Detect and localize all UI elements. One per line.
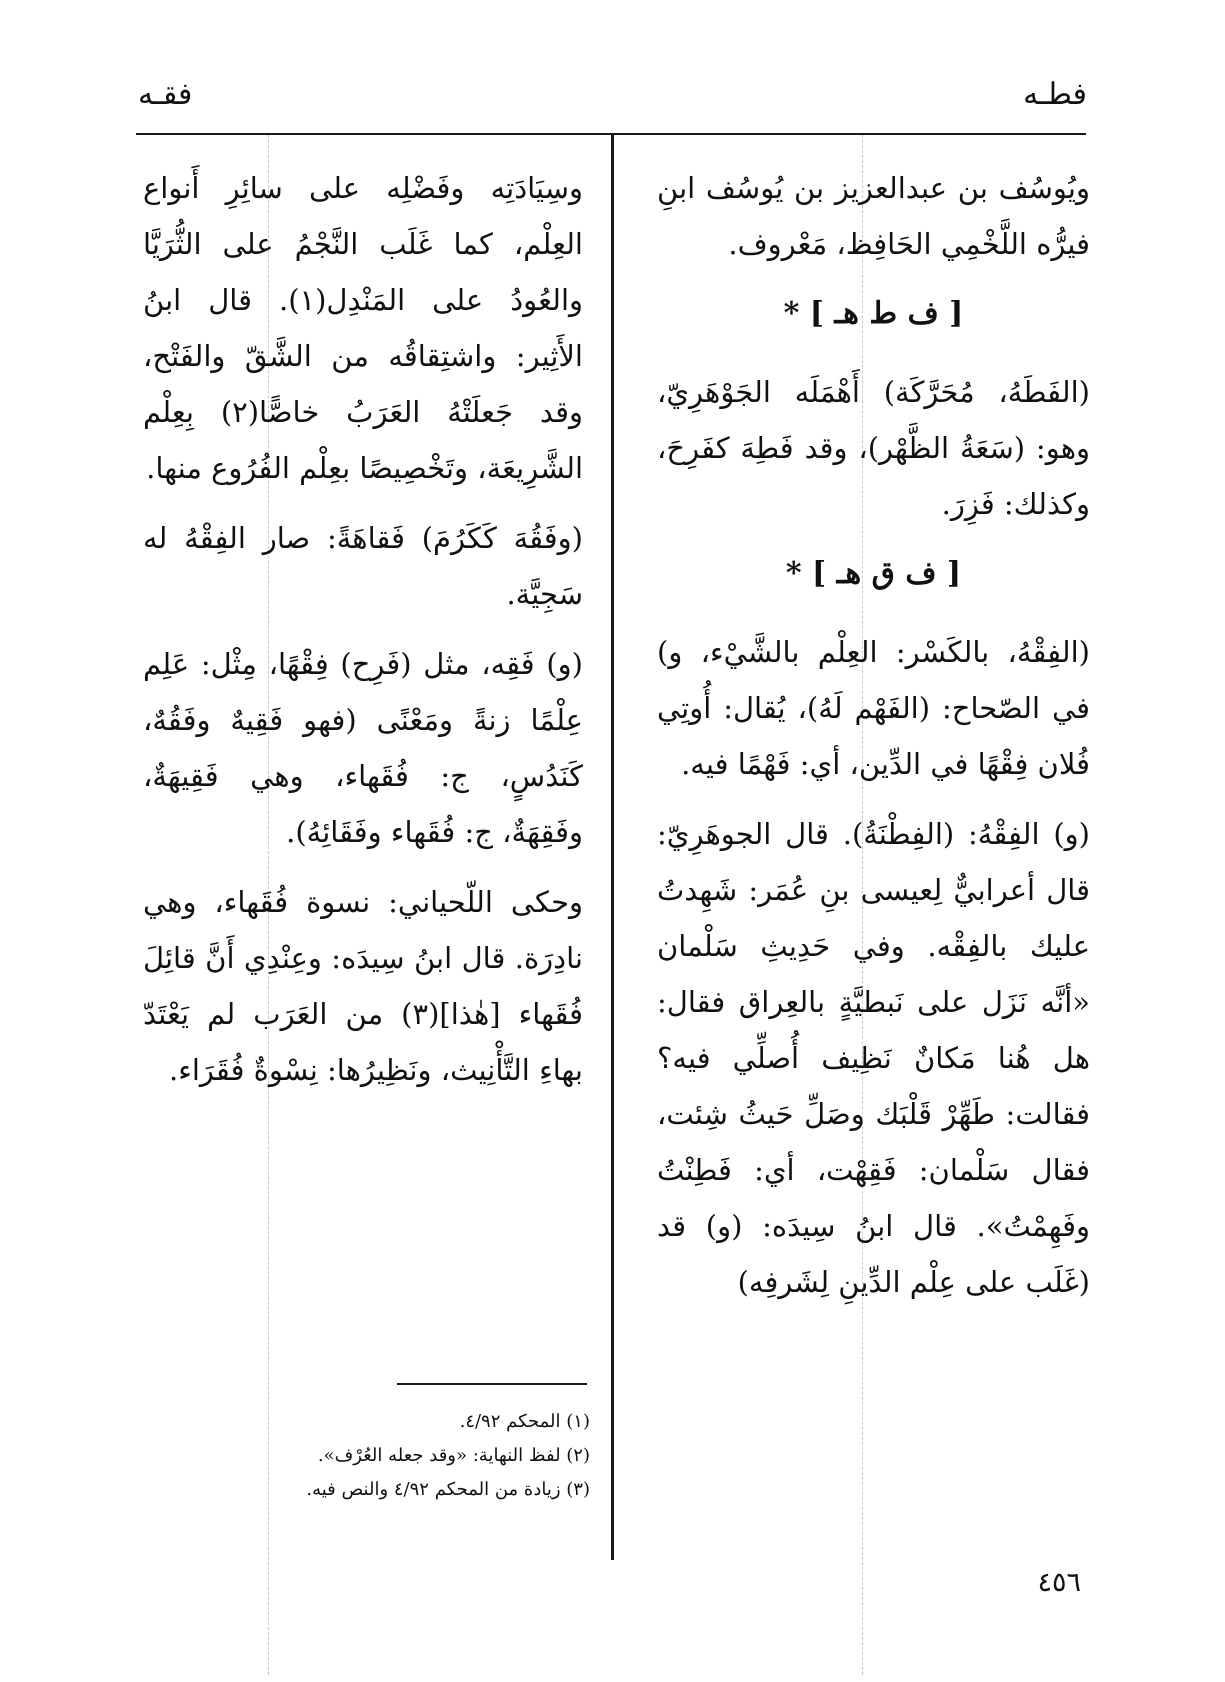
header-right-word: فطـه bbox=[1023, 77, 1087, 112]
footnote: (١) المحكم ٤/٩٢. bbox=[459, 1411, 590, 1432]
intro-paragraph: ويُوسُف بن عبدالعزيز بن يُوسُف ابنِ فيرُّه اللَّخْمِي الحَافِظ، مَعْروف. bbox=[657, 171, 1090, 261]
entry-paragraph: (وفَقُهَ كَكَرُمَ) فَقاهَةً: صار الفِقْهُ له سَجِيَّة. bbox=[143, 521, 583, 611]
entry-paragraph: وحكى اللّحياني: نسوة فُقَهاء، وهي نادِرَة. قال ابنُ سِيدَه: وعِنْدِي أَنَّ قائِلَ فُقَهاء [هٰذا](٣) من العَرَب لم يَعْتَدّ بهاءِ التَّأْنِيث، ونَظِيرُها: نِسْوةٌ فُقَرَاء. bbox=[143, 885, 583, 1087]
entry-paragraph: (و) فَقِه، مثل (فَرِح) فِقْهًا، مِثْل: عَلِم عِلْمًا زنةً ومَعْنًى (فهو فَقِيهٌ وفَقُهٌ، كَنَدُسٍ، ج: فُقَهاء، وهي فَقِيهَةٌ، وفَقِهَةٌ، ج: فُقَهاء وفَقَائِهُ). bbox=[143, 647, 583, 849]
entry-heading-fqh: [ ف ق هـ ] * bbox=[785, 556, 962, 591]
right-column bbox=[657, 160, 1090, 1324]
entry-paragraph: (و) الفِقْهُ: (الفِطْنَةُ). قال الجوهَرِيّ: قال أعرابيٌّ لِعيسى بنِ عُمَر: شَهِدتُ عليك بالفِقْه. وفي حَدِيثِ سَلْمان «أنَّه نَزَل على نَبطيَّةٍ بالعِراق فقال: هل هُنا مَكانٌ نَظِيف أُصلِّي فيه؟ فقالت: طَهِّرْ قَلْبَك وصَلِّ حَيثُ شِئت، فقال سَلْمان: فَقِهْت، أي: فَطِنْتُ وفَهِمْتُ». قال ابنُ سِيدَه: (و) قد (غَلَب على عِلْم الدِّينِ لِشَرفِه) bbox=[657, 817, 1090, 1299]
header-left-word: فقـه bbox=[138, 77, 193, 112]
entry-paragraph: (الفِقْهُ، بالكَسْر: العِلْم بالشَّيْء، و) في الصّحاح: (الفَهْم لَهُ)، يُقال: أُوتِي فُلان فِقْهًا في الدِّين، أي: فَهْمًا فيه. bbox=[657, 635, 1090, 781]
entry-heading-fth: [ ف ط هـ ] * bbox=[783, 296, 964, 331]
entry-paragraph: وسِيَادَتِه وفَضْلِه على سائِرِ أَنواع العِلْم، كما غَلَب النَّجْمُ على الثُّرَيَّا والعُودُ على المَنْدِل(١). قال ابنُ الأَثِير: واشتِقاقُه من الشَّقّ والفَتْح، وقد جَعلَتْهُ العَرَبُ خاصًّا(٢) بِعِلْم الشَّرِيعَة، وتَخْصِيصًا بعِلْم الفُرُوع منها. bbox=[143, 171, 583, 485]
footnote-rule bbox=[397, 1383, 587, 1385]
footnote: (٢) لفظ النهاية: «وقد جعله العُرْف». bbox=[317, 1445, 590, 1466]
entry-paragraph: (الفَطَهُ، مُحَرَّكَة) أَهْمَلَه الجَوْهَرِيّ، وهو: (سَعَةُ الظَّهْر)، وقد فَطِهَ كفَرِحَ، وكذلك: فَزِرَ. bbox=[657, 375, 1090, 521]
left-column bbox=[143, 160, 583, 1112]
footnotes bbox=[150, 1405, 590, 1507]
column-divider bbox=[611, 135, 614, 1560]
footnote: (٣) زيادة من المحكم ٤/٩٢ والنص فيه. bbox=[306, 1479, 590, 1500]
page-number: ٤٥٦ bbox=[1037, 1567, 1081, 1598]
